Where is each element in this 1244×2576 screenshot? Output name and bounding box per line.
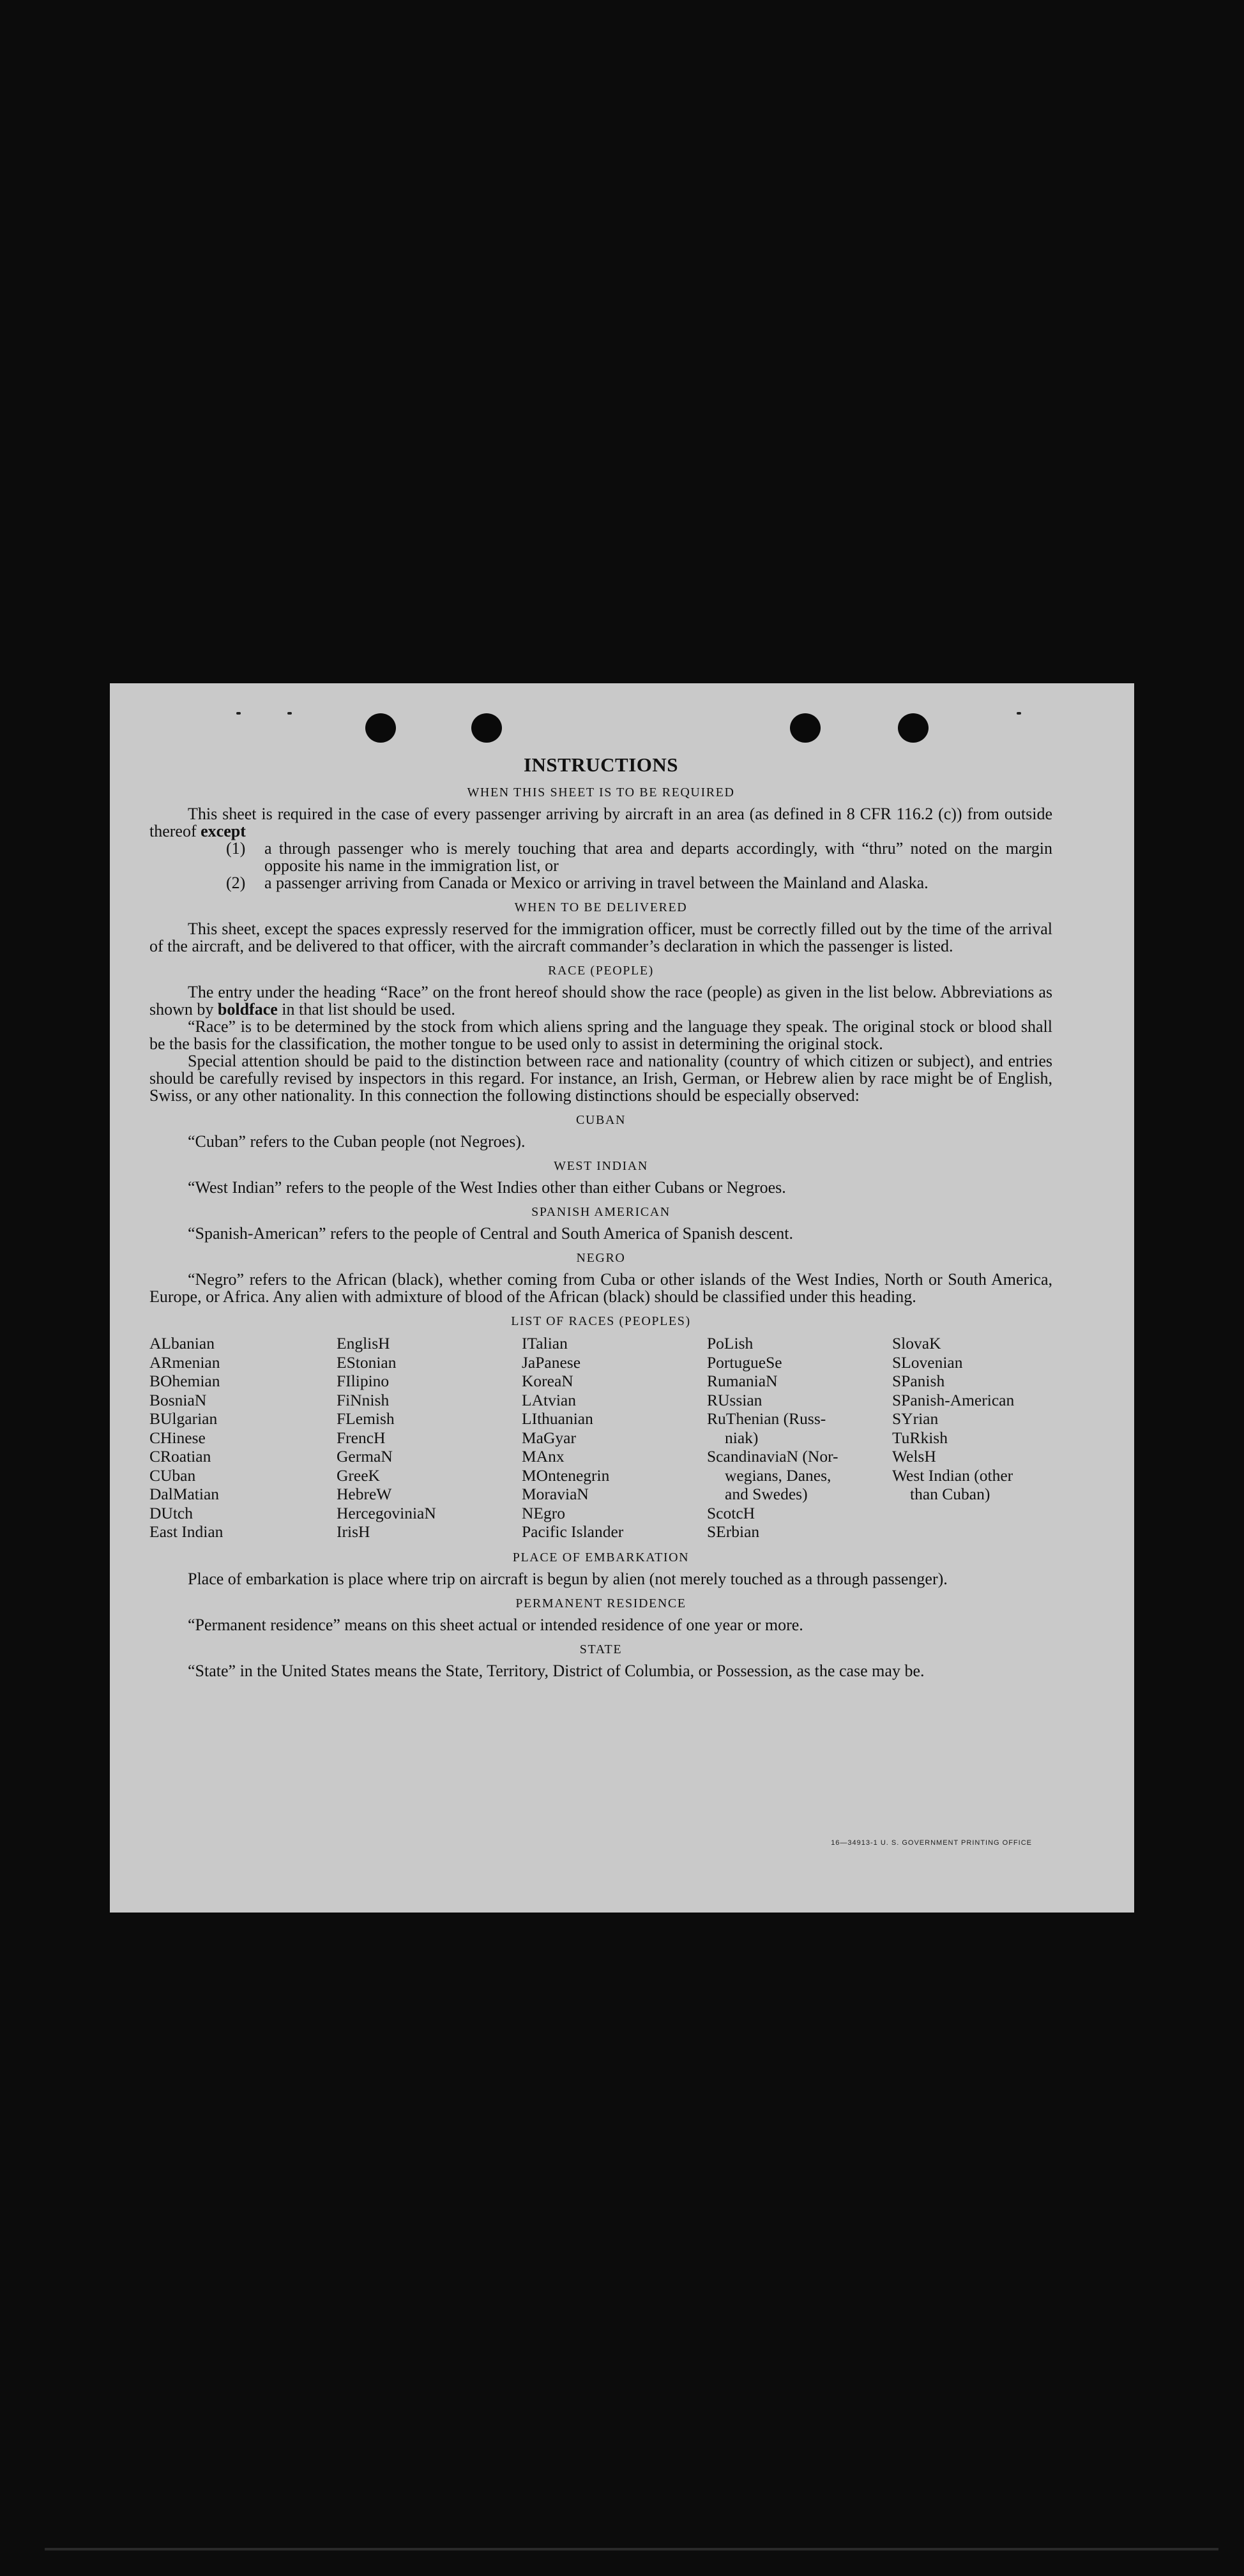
race-item: BOhemian [149,1372,220,1390]
race-item: LIthuanian [522,1409,593,1428]
item-text: a through passenger who is merely touching that area and departs accordingly, with “thru” noted on the margin opposite his name in the immigration list, or [264,839,1052,875]
punch-hole [898,713,929,743]
race-item: SYrian [892,1409,939,1428]
punch-hole [790,713,821,743]
race-item: wegians, Danes, [725,1466,831,1485]
residence-text: “Permanent residence” means on this sheet actual or intended residence of one year or more. [188,1615,803,1634]
section-heading: STATE [579,1642,623,1656]
race-item: FLemish [337,1409,395,1428]
section-heading: PERMANENT RESIDENCE [515,1596,686,1610]
section-heading: PLACE OF EMBARKATION [512,1550,690,1565]
races-column [149,1334,337,1542]
race-item: NEgro [522,1503,565,1522]
race-item: FiNnish [337,1390,390,1409]
race-item: SLovenian [892,1352,963,1372]
required-intro [149,805,1052,840]
race-item: MOntenegrin [522,1466,610,1485]
race-item: MAnx [522,1447,565,1466]
race-item: ScandinaviaN (Nor- [707,1447,838,1466]
speck [287,712,292,715]
race-item: SErbian [707,1522,760,1541]
race-paragraph: “Race” is to be determined by the stock from which aliens spring and the language they speak. The original stock or blood shall be the basis for the classification, the mother tongue to be used only to assist in determining the original stock. [149,1017,1052,1053]
punch-hole [471,713,502,743]
race-item: GreeK [337,1466,380,1485]
item-text: a passenger arriving from Canada or Mexico or arriving in travel between the Mainland and Alaska. [264,874,929,892]
race-item: than Cuban) [910,1485,990,1503]
race-item: SPanish-American [892,1390,1015,1409]
section-heading: WHEN THIS SHEET IS TO BE REQUIRED [467,785,735,799]
race-item: JaPanese [522,1352,581,1372]
list-item [226,840,1052,874]
race-item: RumaniaN [707,1372,778,1390]
race-item: BUlgarian [149,1409,218,1428]
race-item: HebreW [337,1485,392,1503]
west-indian-text: “West Indian” refers to the people of the West Indies other than either Cubans or Negroes. [188,1178,786,1197]
race-item: LAtvian [522,1390,576,1409]
boldface-word: boldface [217,1000,278,1019]
race-item: IrisH [337,1522,370,1541]
race-item: PoLish [707,1334,754,1352]
section-heading: LIST OF RACES (PEOPLES) [511,1314,691,1328]
race-item: DUtch [149,1503,193,1522]
races-list [149,1334,1052,1542]
page-title: INSTRUCTIONS [523,754,678,776]
race-item: TuRkish [892,1428,948,1447]
race-item: EnglisH [337,1334,390,1352]
speck [1017,712,1021,715]
races-column [522,1334,707,1542]
race-paragraph [149,983,1052,1018]
speck [236,712,241,715]
race-item: ALbanian [149,1334,215,1352]
section-heading: NEGRO [576,1251,626,1265]
race-item: CHinese [149,1428,206,1447]
race-item: KoreaN [522,1372,573,1390]
races-column [892,1334,1052,1542]
race-item: GermaN [337,1447,393,1466]
section-heading: WHEN TO BE DELIVERED [514,900,688,914]
spanish-american-text: “Spanish-American” refers to the people of Central and South America of Spanish descent. [188,1224,793,1243]
item-number: (1) [226,839,246,858]
race-item: RUssian [707,1390,762,1409]
state-text: “State” in the United States means the State, Territory, District of Columbia, or Possession, as the case may be. [188,1661,925,1680]
race-item: West Indian (other [892,1466,1013,1485]
item-number: (2) [226,874,246,892]
race-p1-end: in that list should be used. [282,1000,455,1019]
section-heading: SPANISH AMERICAN [531,1205,671,1219]
except-word: except [201,822,246,840]
scan-edge [45,2548,1218,2550]
delivered-text: This sheet, except the spaces expressly reserved for the immigration officer, must be correctly filled out by the time of the arrival of the aircraft, and be delivered to that officer, with the aircraft commander’s declaration in which the passenger is listed. [149,920,1052,955]
embarkation-text: Place of embarkation is place where trip on aircraft is begun by alien (not merely touched as a through passenger). [188,1569,948,1588]
race-item: niak) [725,1428,759,1447]
race-item: WelsH [892,1447,936,1466]
race-item: MaGyar [522,1428,576,1447]
list-item [226,874,1052,891]
punch-hole [365,713,396,743]
race-item: Pacific Islander [522,1522,624,1541]
race-item: CUban [149,1466,196,1485]
race-item: East Indian [149,1522,224,1541]
race-p1-text: The entry under the heading “Race” on the front hereof should show the race (people) as given in the list below. Abbreviations as shown by [149,983,1052,1019]
races-column [337,1334,522,1542]
race-item: and Swedes) [725,1485,808,1503]
race-item: SPanish [892,1372,945,1390]
section-heading: CUBAN [575,1113,626,1127]
race-item: PortugueSe [707,1352,782,1372]
race-item: EStonian [337,1352,397,1372]
race-item: ARmenian [149,1352,220,1372]
race-item: DalMatian [149,1485,220,1503]
race-item: ScotcH [707,1503,755,1522]
required-intro-text: This sheet is required in the case of every passenger arriving by aircraft in an area (as defined in 8 CFR 116.2 (c)) from outside thereof [149,805,1052,840]
race-item: ITalian [522,1334,568,1352]
race-paragraph: Special attention should be paid to the distinction between race and nationality (country of which citizen or subject), and entries should be carefully revised by inspectors in this regard. For instance, an Irish, German, or Hebrew alien by race might be of English, Swiss, or any other nationality. In this connection the following distinctions should be especially observed: [149,1052,1052,1105]
race-item: CRoatian [149,1447,211,1466]
race-item: FrencH [337,1428,386,1447]
race-item: RuThenian (Russ- [707,1409,826,1428]
cuban-text: “Cuban” refers to the Cuban people (not Negroes). [188,1132,526,1151]
section-heading: RACE (PEOPLE) [548,964,654,978]
instruction-sheet [110,683,1134,1913]
race-item: BosniaN [149,1390,207,1409]
race-item: HercegoviniaN [337,1503,436,1522]
race-item: MoraviaN [522,1485,589,1503]
negro-text: “Negro” refers to the African (black), whether coming from Cuba or other islands of the West Indies, North or South America, Europe, or Africa. Any alien with admixture of blood of the African (black) should be classified under this heading. [149,1270,1052,1306]
race-item: FIlipino [337,1372,390,1390]
section-heading: WEST INDIAN [554,1159,648,1173]
printing-office-code: 16—34913-1 U. S. GOVERNMENT PRINTING OFFICE [831,1839,1032,1847]
race-item: SlovaK [892,1334,941,1352]
races-column [707,1334,892,1542]
